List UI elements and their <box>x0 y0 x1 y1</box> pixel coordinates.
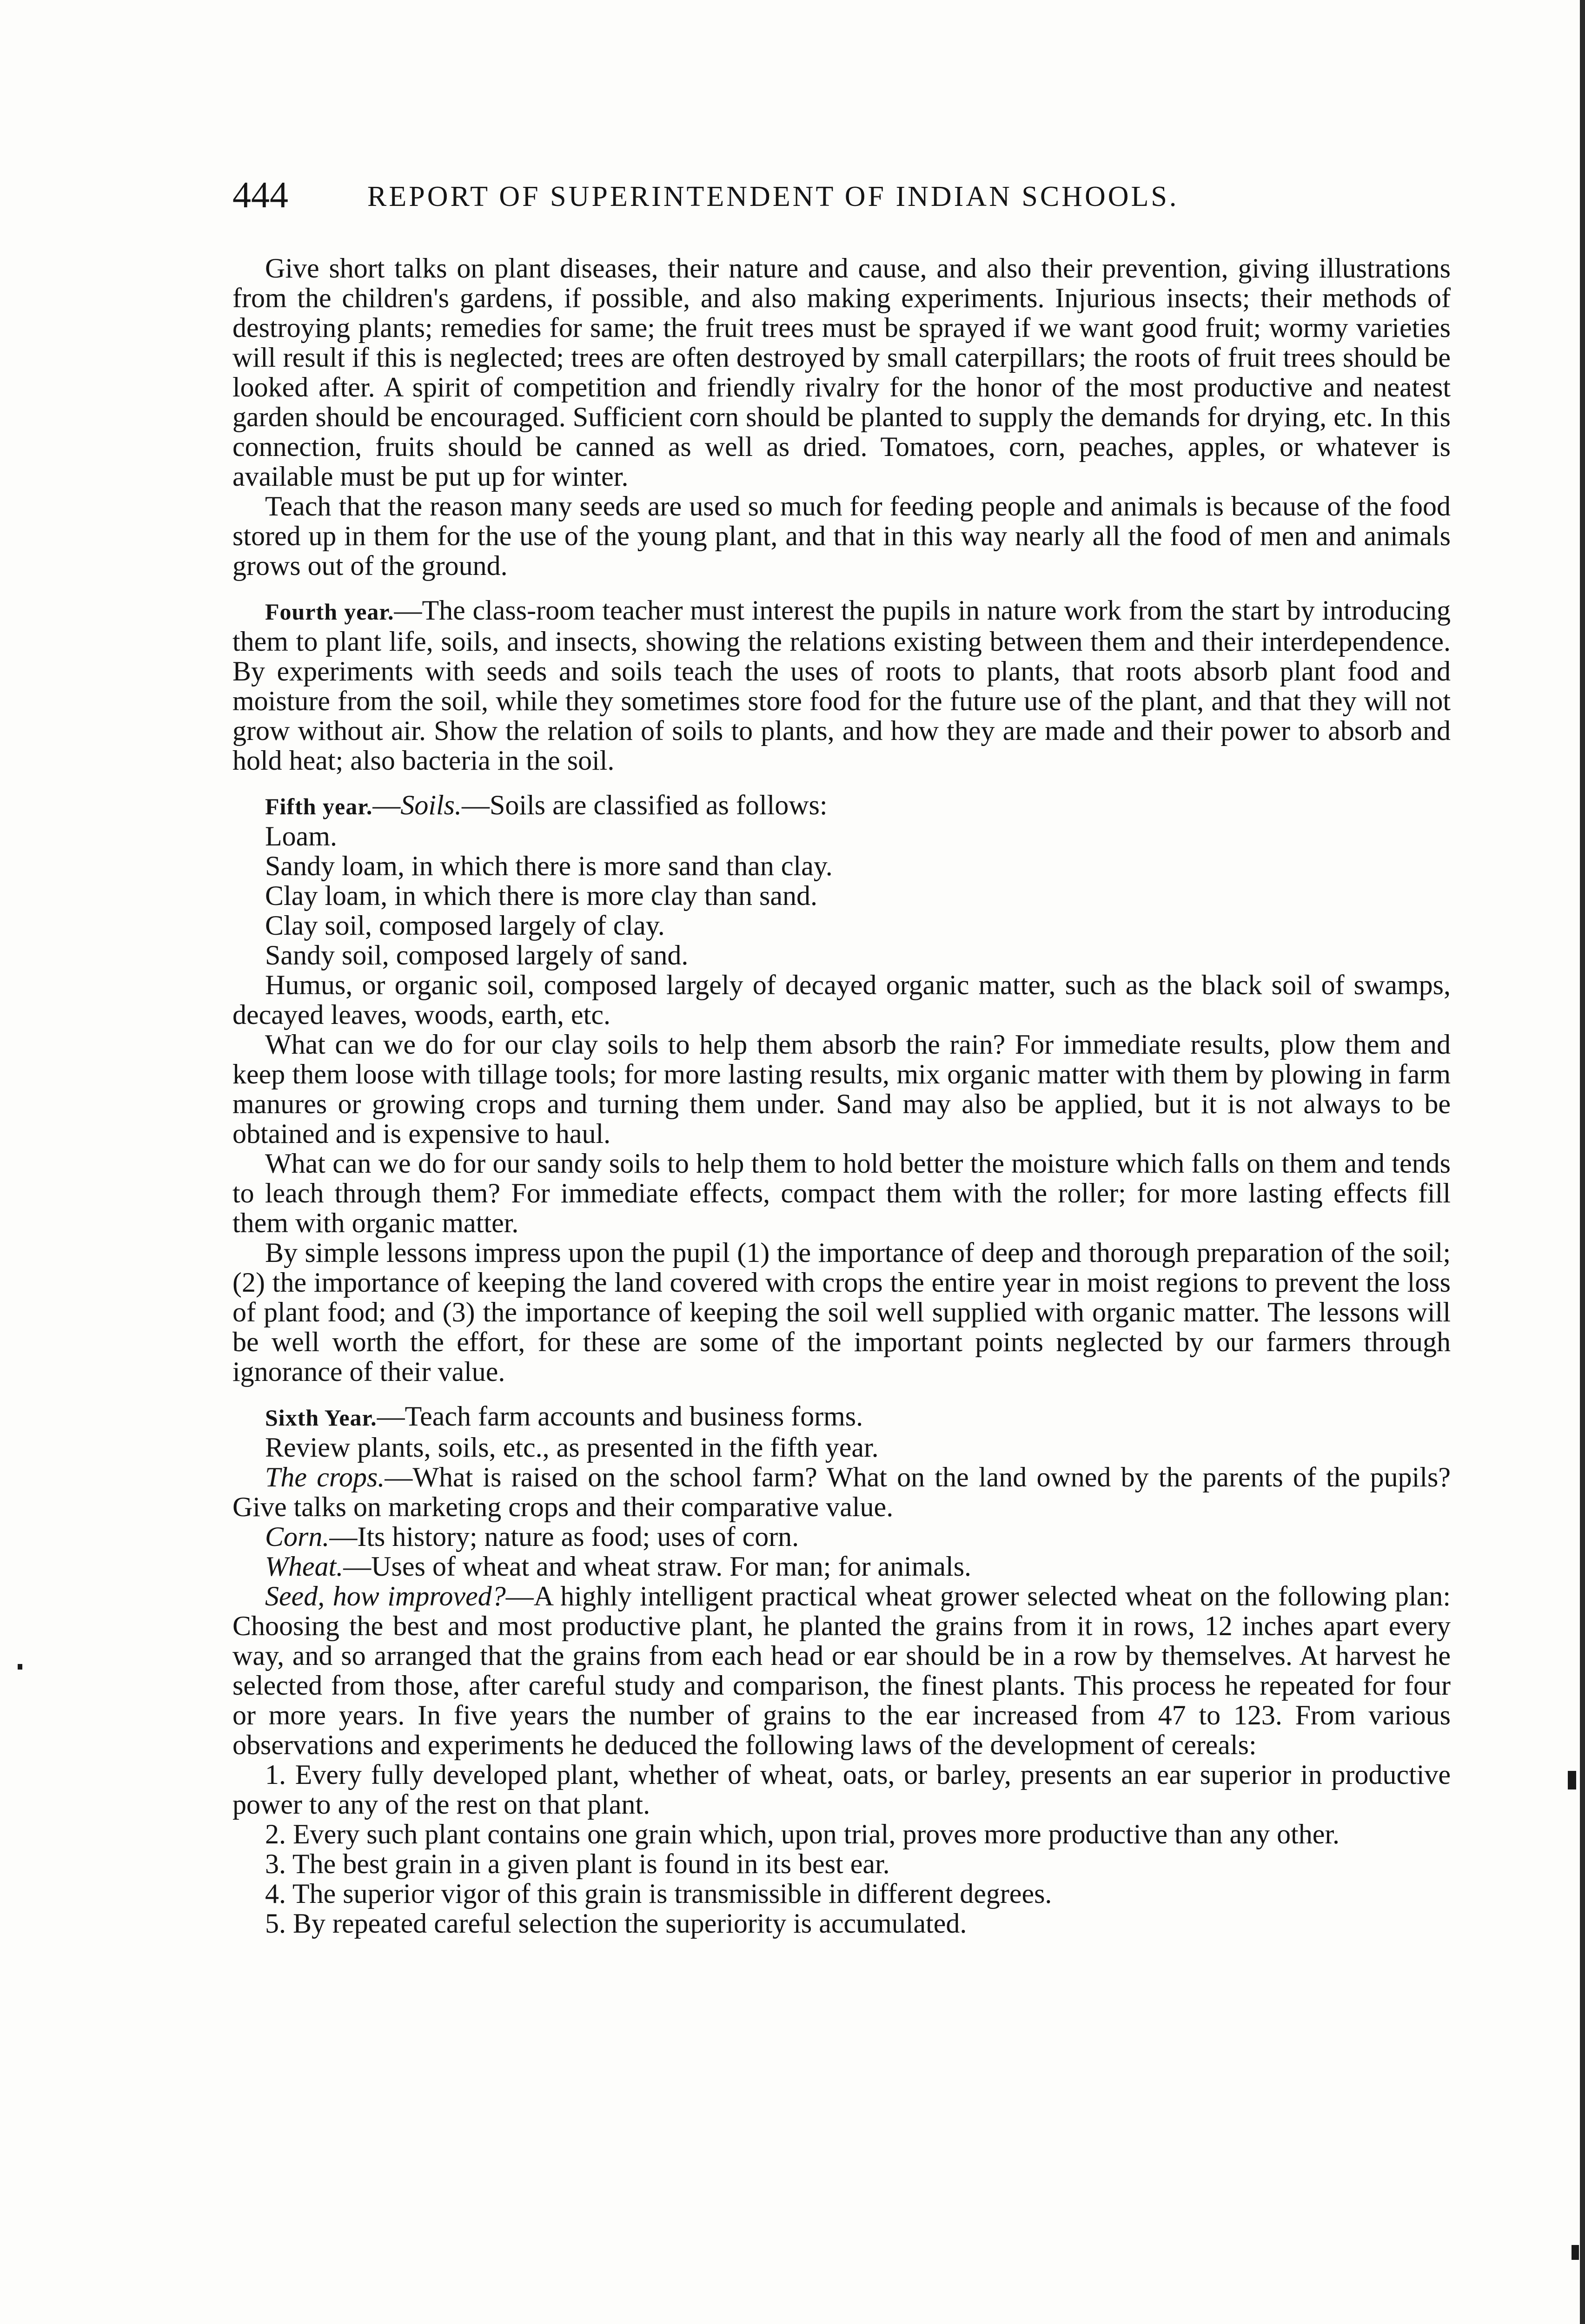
soil-item-clay-loam: Clay loam, in which there is more clay than sand. <box>265 880 818 911</box>
law-1: 1. Every fully developed plant, whether of wheat, oats, or barley, presents an ear superior in productive power to any of the rest on that plant. <box>232 1759 1451 1820</box>
section-fourth-year <box>232 595 1451 775</box>
page-number: 444 <box>232 175 288 216</box>
corn-label: Corn. <box>265 1521 330 1552</box>
wheat-text: —Uses of wheat and wheat straw. For man; for animals. <box>343 1551 972 1582</box>
soil-item-loam: Loam. <box>265 821 337 852</box>
paragraph-sandy-soils: What can we do for our sandy soils to help them to hold better the moisture which falls on them and tends to leach through them? For immediate effects, compact them with the roller; for more lasting effects fill them with organic matter. <box>232 1148 1451 1238</box>
wheat-label: Wheat. <box>265 1551 344 1582</box>
fifth-year-label: Fifth year. <box>265 793 373 819</box>
fifth-year-dash: — <box>372 790 401 820</box>
page-header <box>232 172 1330 218</box>
paragraph-seeds-food: Teach that the reason many seeds are used so much for feeding people and animals is because of the food stored up in them for the use of the young plant, and that in this way nearly all the food of men and animals grows out of the ground. <box>232 491 1451 581</box>
section-fifth-year <box>232 790 1451 821</box>
crops-label: The crops. <box>265 1462 385 1492</box>
sixth-year-label: Sixth Year. <box>265 1405 377 1431</box>
law-5: 5. By repeated careful selection the superiority is accumulated. <box>265 1908 967 1939</box>
review-line: Review plants, soils, etc., as presented in the fifth year. <box>265 1432 879 1463</box>
scan-speck <box>1568 1771 1576 1789</box>
scan-speck <box>1572 2245 1579 2260</box>
seed-text: —A highly intelligent practical wheat grower selected wheat on the following plan: Choosing the best and most productive plant, he planted the grains from it in rows, 12 inches apart every way, and so arranged that the grains from each head or ear should be in a row by themselves. At harvest he selected from those, after careful study and comparison, the finest plants. This process he repeated for four or more years. In five years the number of grains to the ear increased from 47 to 123. From various observations and experiments he deduced the following laws of the development of cereals: <box>232 1581 1451 1760</box>
seed-label: Seed, how improved? <box>265 1581 506 1611</box>
paragraph-plant-diseases: Give short talks on plant diseases, their nature and cause, and also their prevention, giving illustrations from the children's gardens, if possible, and also making experiments. Injurious insects; their methods of destroying plants; remedies for same; the fruit trees must be sprayed if we want good fruit; wormy varieties will result if this is neglected; trees are often destroyed by small caterpillars; the roots of fruit trees should be looked after. A spirit of competition and friendly rivalry for the honor of the most productive and neatest garden should be encouraged. Sufficient corn should be planted to supply the demands for drying, etc. In this connection, fruits should be canned as well as dried. Tomatoes, corn, peaches, apples, or whatever is available must be put up for winter. <box>232 253 1451 492</box>
body-text <box>232 253 1451 1938</box>
paragraph-seed-improved <box>232 1581 1451 1760</box>
law-3: 3. The best grain in a given plant is found in its best ear. <box>265 1849 890 1879</box>
law-2: 2. Every such plant contains one grain which, upon trial, proves more productive than any other. <box>265 1819 1340 1849</box>
scan-speck <box>18 1664 22 1670</box>
soils-label: Soils. <box>400 790 462 820</box>
section-sixth-year <box>232 1401 1451 1433</box>
running-title: REPORT OF SUPERINTENDENT OF INDIAN SCHOOLS. <box>367 181 1179 212</box>
paragraph-simple-lessons: By simple lessons impress upon the pupil (1) the importance of deep and thorough preparation of the soil; (2) the importance of keeping the land covered with crops the entire year in moist regions to prevent the loss of plant food; and (3) the importance of keeping the soil well supplied with organic matter. The lessons will be well worth the effort, for these are some of the important points neglected by our farmers through ignorance of their value. <box>232 1237 1451 1387</box>
soil-item-sandy-soil: Sandy soil, composed largely of sand. <box>265 940 689 971</box>
paragraph-clay-soils: What can we do for our clay soils to help them absorb the rain? For immediate results, plow them and keep them loose with tillage tools; for more lasting results, mix organic matter with them by plowing in farm manures or growing crops and turning them under. Sand may also be applied, but it is not always to be obtained and is expensive to haul. <box>232 1029 1451 1149</box>
soil-item-clay-soil: Clay soil, composed largely of clay. <box>265 910 665 941</box>
sixth-year-text: —Teach farm accounts and business forms. <box>377 1401 863 1432</box>
paragraph-corn <box>232 1522 1451 1552</box>
scan-right-edge <box>1580 0 1585 2324</box>
fourth-year-text: —The class-room teacher must interest the pupils in nature work from the start by introducing them to plant life, soils, and insects, showing the relations existing between them and their interdependence. By experiments with seeds and soils teach the uses of roots to plants, that roots absorb plant food and moisture from the soil, while they sometimes store food for the future use of the plant, and that they will not grow without air. Show the relation of soils to plants, and how they are made and their power to absorb and hold heat; also bacteria in the soil. <box>232 595 1451 776</box>
crops-text: —What is raised on the school farm? What on the land owned by the parents of the pupils? Give talks on marketing crops and their comparative value. <box>232 1462 1451 1522</box>
soil-item-sandy-loam: Sandy loam, in which there is more sand than clay. <box>265 851 833 881</box>
soil-item-humus: Humus, or organic soil, composed largely of decayed organic matter, such as the black soil of swamps, decayed leaves, woods, earth, etc. <box>232 970 1451 1030</box>
paragraph-crops <box>232 1462 1451 1522</box>
law-4: 4. The superior vigor of this grain is transmissible in different degrees. <box>265 1878 1052 1909</box>
fourth-year-label: Fourth year. <box>265 599 394 625</box>
corn-text: —Its history; nature as food; uses of corn. <box>329 1521 799 1552</box>
soils-text: —Soils are classified as follows: <box>462 790 828 820</box>
paragraph-wheat <box>232 1552 1451 1581</box>
